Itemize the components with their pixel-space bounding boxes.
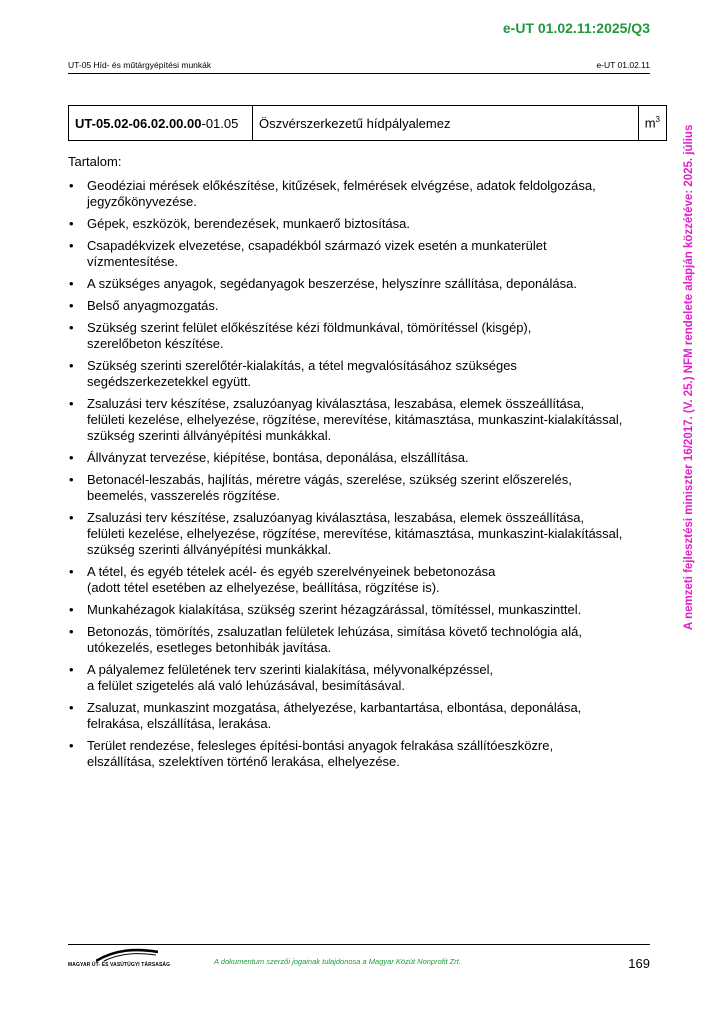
list-item: • Zsaluzat, munkaszint mozgatása, áthelyezése, karbantartása, elbontása, deponálása, felrakása, elszállítása, lerakása. xyxy=(68,700,648,732)
society-logo xyxy=(68,948,178,974)
list-item: • Szükség szerinti szerelőtér-kialakítás, a tétel megvalósításához szükséges segédszerkezetekkel együtt. xyxy=(68,358,648,390)
footer-divider xyxy=(68,944,650,945)
list-item: • Belső anyagmozgatás. xyxy=(68,298,648,314)
list-item: • A pályalemez felületének terv szerinti kialakítása, mélyvonalképzéssel, a felület szigetelés alá való lehúzásával, besimításával. xyxy=(68,662,648,694)
list-item: • Geodéziai mérések előkészítése, kitűzések, felmérések elvégzése, adatok feldolgozása, jegyzőkönyvezése. xyxy=(68,178,648,210)
list-item: • Betonozás, tömörítés, zsaluzatlan felületek lehúzása, simítása követő technológia alá, utókezelés, esetleges betonhibák javítása. xyxy=(68,624,648,656)
list-item: • Csapadékvizek elvezetése, csapadékból származó vizek esetén a munkaterület vízmentesítése. xyxy=(68,238,648,270)
content-bullet-list xyxy=(68,178,648,770)
running-header-section: UT-05 Híd- és műtárgyépítési munkák xyxy=(68,60,212,70)
list-item: • Terület rendezése, felesleges építési-bontási anyagok felrakása szállítóeszközre, elszállítása, szelektíven történő lerakása, elhelyezése. xyxy=(68,738,648,770)
header-divider xyxy=(68,73,650,74)
list-item: • Munkahézagok kialakítása, szükség szerint hézagzárással, tömítéssel, munkaszinttel. xyxy=(68,602,648,618)
page-number: 169 xyxy=(628,956,650,971)
item-unit xyxy=(638,106,666,141)
list-item: • A tétel, és egyéb tételek acél- és egyéb szerelvényeinek bebetonozása (adott tétel esetében az elhelyezése, beállítása, rögzítése is). xyxy=(68,564,648,596)
list-item: • Szükség szerint felület előkészítése kézi földmunkával, tömörítéssel (kisgép), szerelőbeton készítése. xyxy=(68,320,648,352)
road-swoosh-icon xyxy=(96,948,158,962)
item-code-suffix: -01.05 xyxy=(201,115,239,131)
list-item: • Zsaluzási terv készítése, zsaluzóanyag kiválasztása, leszabása, elemek összeállítása, felületi kezelése, elhelyezése, rögzítése, merevítése, kitámasztása, munkaszint-kialakítással, szükség szerinti állványépítési munkákkal. xyxy=(68,396,648,444)
publication-side-note: A nemzeti fejlesztési miniszter 16/2017. (V. 25.) NFM rendelete alapján közzétéve: 2025. július xyxy=(683,124,695,630)
item-description: Öszvérszerkezetű hídpályalemez xyxy=(253,106,639,141)
copyright-note: A dokumentum szerzői jogainak tulajdonosa a Magyar Közút Nonprofit Zrt. xyxy=(214,957,461,966)
unit-exponent: 3 xyxy=(655,115,660,125)
list-item: • Betonacél-leszabás, hajlítás, méretre vágás, szerelése, szükség szerint előszerelés, beemelés, vasszerelés rögzítése. xyxy=(68,472,648,504)
logo-text: MAGYAR ÚT- ÉS VASÚTÜGYI TÁRSASÁG xyxy=(68,962,171,968)
list-item: • Gépek, eszközök, berendezések, munkaerő biztosítása. xyxy=(68,216,648,232)
list-item: • Állványzat tervezése, kiépítése, bontása, deponálása, elszállítása. xyxy=(68,450,648,466)
item-table xyxy=(68,105,667,141)
content-title: Tartalom: xyxy=(68,154,122,169)
list-item: • A szükséges anyagok, segédanyagok beszerzése, helyszínre szállítása, deponálása. xyxy=(68,276,648,292)
document-code: e-UT 01.02.11:2025/Q3 xyxy=(502,20,650,36)
content-section xyxy=(68,154,648,776)
item-code-cell xyxy=(69,106,253,141)
unit-base: m xyxy=(644,115,656,131)
list-item: • Zsaluzási terv készítése, zsaluzóanyag kiválasztása, leszabása, elemek összeállítása, felületi kezelése, elhelyezése, rögzítése, merevítése, kitámasztása, munkaszint-kialakítással, szükség szerinti állványépítési munkákkal. xyxy=(68,510,648,558)
item-row xyxy=(69,106,667,141)
running-header-code: e-UT 01.02.11 xyxy=(596,60,650,70)
item-code: UT-05.02-06.02.00.00 xyxy=(75,115,202,131)
